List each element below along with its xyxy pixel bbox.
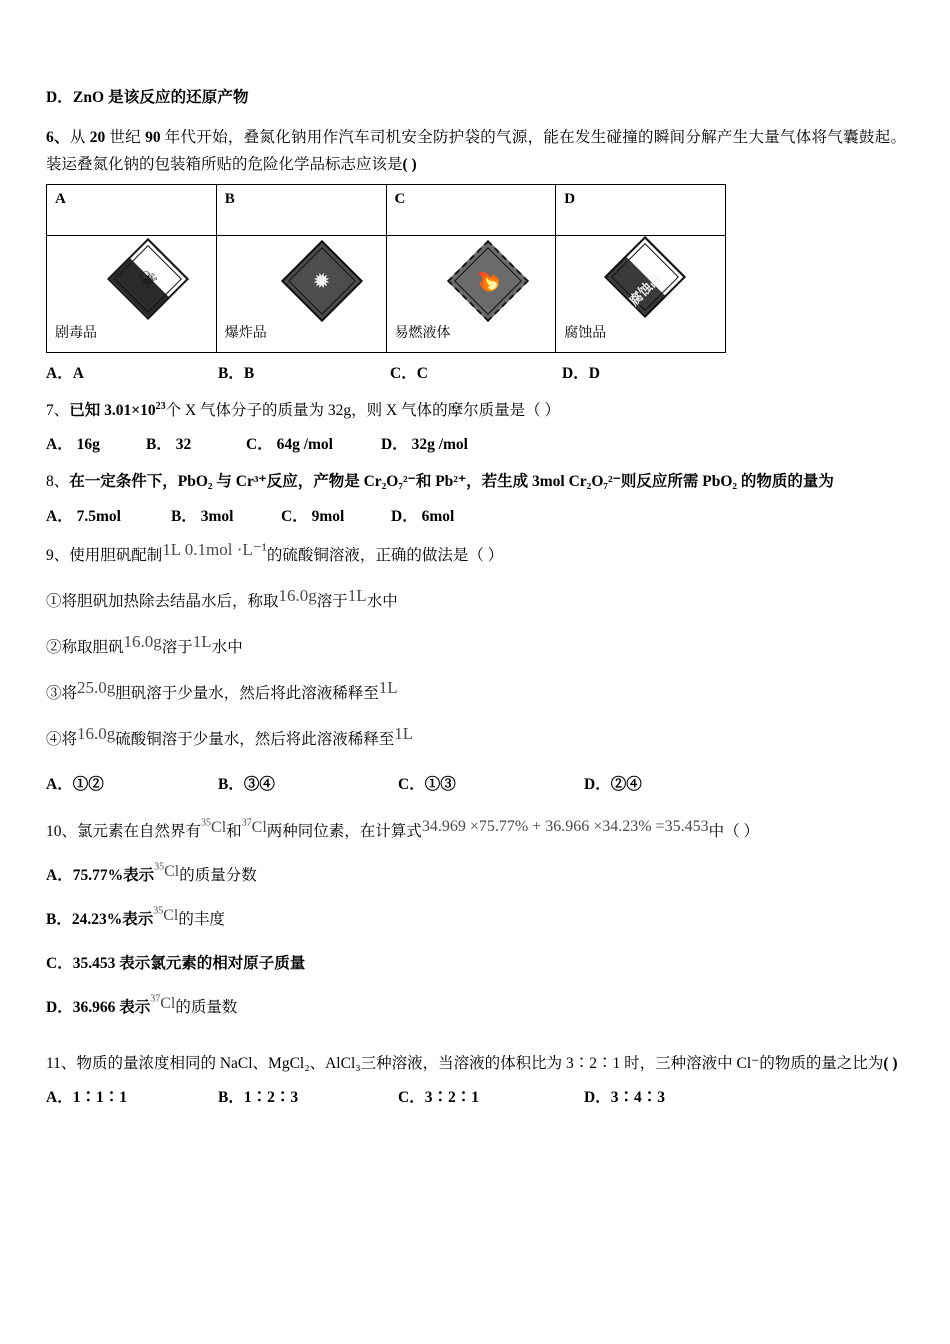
question-10-option-a[interactable] <box>46 860 906 892</box>
question-7-exponent: 23 <box>155 401 166 413</box>
q9-item1-volume: 1L <box>347 585 367 605</box>
q9-option-b[interactable]: B．③④ <box>218 775 275 793</box>
question-9-number: 9、 <box>46 546 70 564</box>
question-10-stem <box>46 816 906 848</box>
q9-item1-marker: ① <box>46 592 62 610</box>
hazard-cell-b <box>216 236 386 353</box>
q10-option-b-prefix: B．24.23%表示 <box>46 910 154 928</box>
q7-option-a[interactable]: A． 16g <box>46 436 100 454</box>
question-6-text-2: 世纪 <box>105 129 146 147</box>
table-header-b: B <box>216 185 386 236</box>
question-9-item-2 <box>46 630 906 664</box>
skull-glyph-icon: ☠ <box>132 263 163 295</box>
q9-item1-text-c: 水中 <box>366 592 398 610</box>
q7-option-b[interactable]: B． 32 <box>146 436 192 454</box>
question-11-text: 物质的量浓度相同的 NaCl、MgCl₂、AlCl₃三种溶液，当溶液的体积比为 3∶2∶1 时，三种溶液中 Cl⁻的物质的量之比为 <box>76 1054 884 1072</box>
flame-glyph-icon: 🔥 <box>469 263 505 299</box>
q6-option-c[interactable]: C．C <box>390 365 428 383</box>
question-9-text-2: 的硫酸铜溶液，正确的做法是（ ） <box>266 546 504 564</box>
question-6-number: 6、 <box>46 129 70 147</box>
question-9-item-1 <box>46 584 906 618</box>
question-8-answers <box>46 504 906 526</box>
question-9-formula: 1L 0.1mol ·L⁻¹ <box>162 539 267 559</box>
q9-item2-volume: 1L <box>192 631 212 651</box>
q9-item3-volume: 1L <box>378 677 398 697</box>
question-11-answers <box>46 1085 906 1107</box>
q11-option-c[interactable]: C．3∶2∶1 <box>398 1088 479 1106</box>
q9-item2-text-a: 称取胆矾 <box>61 638 124 656</box>
question-7-stem <box>46 397 906 424</box>
question-9-answers <box>46 772 906 794</box>
q9-item2-text-c: 水中 <box>211 638 243 656</box>
question-7-number: 7、 <box>46 402 70 420</box>
q10-option-b-suffix: 的丰度 <box>178 910 225 928</box>
question-10-option-c[interactable] <box>46 948 906 980</box>
q11-option-b[interactable]: B．1∶2∶3 <box>218 1088 299 1106</box>
q10-option-a-prefix: A．75.77%表示 <box>46 866 155 884</box>
q7-option-c[interactable]: C． 64g /mol <box>246 436 333 454</box>
q10-option-a-suffix: 的质量分数 <box>179 866 257 884</box>
question-8-text: 在一定条件下，PbO₂ 与 Cr³⁺反应，产物是 Cr₂O₇²⁻和 Pb²⁺，若生成 3mol Cr₂O₇²⁻则反应所需 PbO₂ 的物质的量为 <box>69 473 834 491</box>
explosion-glyph-icon: ✹ <box>306 266 337 296</box>
hazard-cell-c <box>386 236 556 353</box>
question-10-text-a: 氯元素在自然界有 <box>77 822 202 840</box>
q8-option-d[interactable]: D． 6mol <box>391 507 455 525</box>
q7-option-d[interactable]: D． 32g /mol <box>381 436 468 454</box>
q11-option-d[interactable]: D．3∶4∶3 <box>584 1088 665 1106</box>
hazard-label-a: 剧毒品 <box>55 326 97 342</box>
q9-option-d[interactable]: D．②④ <box>584 775 642 793</box>
hazard-cell-a <box>47 236 217 353</box>
q11-option-a[interactable]: A．1∶1∶1 <box>46 1088 127 1106</box>
question-11-blank: ( ) <box>883 1054 898 1072</box>
question-9-stem <box>46 538 906 572</box>
question-9-text-1: 使用胆矾配制 <box>69 546 163 564</box>
question-6-text-1: 从 <box>69 129 90 147</box>
q10-option-d-isotope: $^{37}$Cl <box>150 993 176 1012</box>
q9-item1-text-a: 将胆矾加热除去结晶水后，称取 <box>61 592 279 610</box>
q9-item3-text-a: 将 <box>61 684 78 702</box>
question-6-answers <box>46 361 906 383</box>
question-7-text-1: 已知 3.01×10 <box>69 402 156 420</box>
q9-item2-mass: 16.0g <box>123 631 162 651</box>
q9-item4-volume: 1L <box>394 723 414 743</box>
question-6-bold-2: 90 <box>145 129 161 147</box>
question-10-number: 10、 <box>46 822 78 840</box>
q9-item3-marker: ③ <box>46 684 62 702</box>
hazard-symbol-table <box>46 184 726 353</box>
question-11-number: 11、 <box>46 1054 77 1072</box>
question-9-item-3 <box>46 676 906 710</box>
q9-item4-text-a: 将 <box>61 730 78 748</box>
q10-option-d-prefix: D．36.966 表示 <box>46 998 151 1016</box>
question-11-stem <box>46 1050 906 1077</box>
hazard-label-d: 腐蚀品 <box>564 326 607 342</box>
q8-option-b[interactable]: B． 3mol <box>171 507 234 525</box>
q9-item4-mass: 16.0g <box>77 723 116 743</box>
question-10-text-b: 和 <box>226 822 242 840</box>
corrosive-glyph-icon: 腐蚀品 <box>626 270 665 309</box>
table-row <box>47 236 726 353</box>
q10-option-c-prefix: C．35.453 表示氯元素的相对原子质量 <box>46 954 306 972</box>
question-7-answers <box>46 432 906 454</box>
page-content <box>46 86 906 1109</box>
question-6-blank: ( ) <box>402 156 417 174</box>
q10-option-d-suffix: 的质量数 <box>175 998 238 1016</box>
q10-isotope-1: $^{35}$Cl <box>201 817 227 836</box>
q9-item2-marker: ② <box>46 638 62 656</box>
hazard-label-b: 爆炸品 <box>224 326 267 342</box>
table-header-d: D <box>556 185 726 236</box>
question-6-text-3: 年代开始，叠氮化钠用作汽车司机安全防护袋的气源，能在发生碰撞的瞬间分解产生大量气体将气囊鼓起。装运叠氮化钠的包装箱所贴的危险化学品标志应该是 <box>46 129 906 174</box>
question-9-item-4 <box>46 722 906 756</box>
question-8-number: 8、 <box>46 473 70 491</box>
q8-option-a[interactable]: A． 7.5mol <box>46 507 121 525</box>
hazard-cell-d <box>556 236 726 353</box>
q9-option-a[interactable]: A．①② <box>46 775 104 793</box>
q8-option-c[interactable]: C． 9mol <box>281 507 345 525</box>
question-10-text-c: 两种同位素，在计算式 <box>266 822 422 840</box>
q6-option-a[interactable]: A．A <box>46 365 84 383</box>
q10-formula: 34.969 ×75.77% + 36.966 ×34.23% =35.453 <box>421 817 709 835</box>
hazard-label-c: 易燃液体 <box>394 326 451 342</box>
table-header-a: A <box>47 185 217 236</box>
question-6-stem <box>46 124 906 178</box>
q9-item3-mass: 25.0g <box>77 677 116 697</box>
previous-question-option-d: D．ZnO 是该反应的还原产物 <box>46 89 249 106</box>
question-8-stem <box>46 468 906 495</box>
q6-option-b[interactable]: B．B <box>218 365 255 383</box>
q9-item4-marker: ④ <box>46 730 62 748</box>
q10-isotope-2: $^{37}$Cl <box>241 817 267 836</box>
q10-option-a-isotope: $^{35}$Cl <box>154 861 180 880</box>
q9-item1-text-b: 溶于 <box>316 592 348 610</box>
q9-item4-text-b: 硫酸铜溶于少量水，然后将此溶液稀释至 <box>115 730 395 748</box>
q9-item3-text-b: 胆矾溶于少量水，然后将此溶液稀释至 <box>115 684 379 702</box>
question-6-bold-1: 20 <box>89 129 106 147</box>
q9-item1-mass: 16.0g <box>278 585 317 605</box>
table-header-c: C <box>386 185 556 236</box>
question-7-text-2: 个 X 气体分子的质量为 32g，则 X 气体的摩尔质量是（ ） <box>165 402 560 420</box>
q9-item2-text-b: 溶于 <box>161 638 193 656</box>
question-10-option-d[interactable] <box>46 992 906 1024</box>
question-10-option-b[interactable] <box>46 904 906 936</box>
q9-option-c[interactable]: C．①③ <box>398 775 456 793</box>
question-10-text-d: 中（ ） <box>708 822 759 840</box>
q10-option-b-isotope: $^{35}$Cl <box>153 905 179 924</box>
table-header-row <box>47 185 726 236</box>
q6-option-d[interactable]: D．D <box>562 365 600 383</box>
